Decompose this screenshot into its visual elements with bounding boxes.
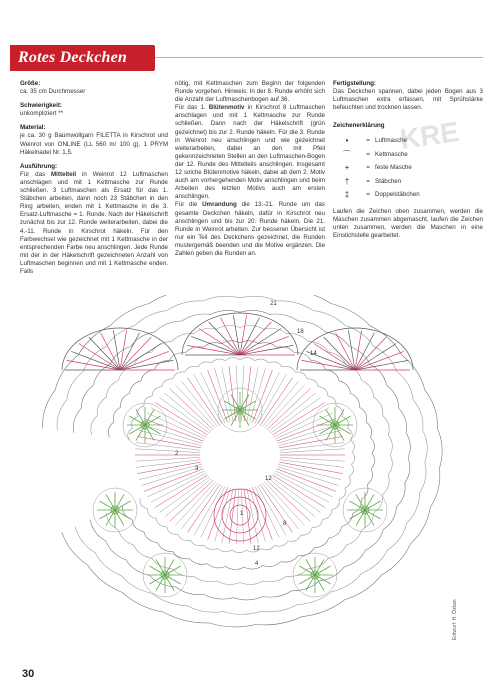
legend-equals: = [366, 150, 370, 158]
chart-arc [343, 417, 349, 429]
chart-arc [402, 355, 425, 390]
legend-equals: = [366, 177, 370, 185]
chart-arc [152, 558, 172, 569]
chart-arc [351, 452, 354, 464]
chart-arc [331, 304, 370, 326]
chart-arc [294, 353, 310, 361]
chart-arc [156, 518, 166, 527]
chart-arc [319, 567, 344, 581]
chart-arc [370, 437, 374, 453]
chart-arc [423, 430, 428, 462]
legend-row [333, 175, 483, 189]
chart-arc [78, 326, 110, 355]
legend-heading: Zeichenerklärung [333, 122, 385, 130]
chart-arc [42, 390, 55, 429]
chart-stitch [155, 403, 208, 436]
chart-arc [346, 530, 361, 545]
chart-arc [240, 325, 264, 329]
chart-arc [217, 581, 241, 585]
chart-arc [73, 408, 81, 433]
round-number-label: 2 [175, 451, 179, 457]
chart-arc [119, 530, 134, 545]
chart-arc [348, 428, 353, 440]
legend-label: Doppelstäbchen [375, 191, 420, 199]
size-heading: Größe: [20, 80, 41, 87]
chart-arc [135, 310, 168, 325]
legend-row [333, 161, 483, 175]
chart-arc [144, 396, 152, 406]
header-rule [155, 57, 483, 58]
chart-arc [172, 334, 194, 342]
chart-arc [275, 541, 288, 546]
chart-arc [374, 397, 383, 416]
chart-arc [396, 483, 405, 507]
chart-arc [387, 385, 399, 408]
chart-arc [425, 390, 438, 429]
chart-stitch [135, 457, 200, 461]
chart-arc [326, 370, 339, 381]
chart-stitch [201, 487, 225, 538]
chart-arc [190, 559, 208, 565]
chart-stitch [279, 464, 341, 479]
page-title: Rotes Deckchen [18, 49, 128, 66]
motif-bold: Blütenmotiv [208, 104, 245, 112]
chart-stitch [194, 375, 223, 425]
chart-arc [191, 540, 204, 545]
finish-heading: Fertigstellung: [333, 80, 376, 87]
chart-stitch [274, 473, 329, 502]
chart-arc [361, 485, 368, 500]
chart-arc [95, 553, 121, 576]
round-number-label: 14 [310, 351, 317, 357]
chart-arc [226, 358, 240, 361]
chart-arc [430, 468, 440, 507]
legend-row [333, 148, 483, 162]
chart-arc [270, 314, 299, 321]
legend-label: Stäbchen [375, 177, 402, 185]
background-watermark: KRE [398, 116, 461, 155]
chart-arc [371, 453, 375, 469]
chart-arc [162, 379, 173, 387]
chart-arc [152, 387, 162, 396]
round-number-label: 4 [255, 561, 259, 567]
chart-arc [169, 353, 185, 361]
chart-arc [67, 371, 84, 399]
chart-arc [339, 381, 350, 394]
round-number-label: 12 [265, 476, 272, 482]
chart-arc [155, 321, 182, 332]
chart-arc [339, 488, 345, 499]
chart-arc [134, 545, 152, 558]
chart-arc [130, 381, 141, 394]
chart-arc [91, 416, 97, 436]
legend-equals: = [366, 137, 370, 145]
chart-stitch [136, 460, 200, 468]
chart-arc [187, 606, 224, 613]
chart-arc [152, 594, 187, 606]
chart-arc [313, 310, 346, 325]
chart-stitch [280, 460, 344, 468]
chart-arc [407, 493, 420, 523]
chart-arc [370, 364, 387, 385]
round-number-label: 21 [270, 301, 277, 307]
chart-arc [263, 591, 292, 597]
chart-arc [126, 560, 149, 575]
chart-arc [345, 477, 350, 489]
chart-stitch [262, 381, 298, 427]
chart-arc [221, 341, 240, 344]
chart-arc [144, 532, 158, 543]
chart-arc [106, 541, 126, 560]
border-paragraph [175, 201, 325, 258]
fan-arc [62, 328, 178, 370]
chart-arc [240, 341, 259, 344]
chart-arc [288, 535, 301, 541]
chart-arc [438, 428, 443, 468]
chart-arc [312, 519, 322, 527]
difficulty-text: unkompliziert ** [20, 110, 63, 118]
chart-arc [108, 422, 114, 437]
chart-stitch [137, 436, 201, 448]
chart-arc [366, 530, 384, 550]
chart-arc [194, 576, 217, 581]
chart-arc [141, 370, 154, 381]
chart-arc [411, 508, 431, 544]
chart-arc [110, 304, 149, 326]
chart-arc [361, 380, 373, 397]
chart-arc [137, 406, 144, 417]
middle-text: nötig, mit Kettmaschen zum Beginn der folgenden Runde vorgehen. Hinweis: In der 8. Runde erhöht sich die Anzahl der Luftmaschenbogen auf 36. [175, 80, 325, 104]
chart-arc [240, 310, 270, 314]
legend-symbol-icon: ‡ [344, 190, 350, 200]
chart-arc [307, 379, 318, 387]
chart-arc [132, 417, 138, 429]
legend-equals: = [366, 164, 370, 172]
chart-arc [302, 600, 345, 617]
border-intro: Für die [175, 201, 198, 209]
chart-stitch [151, 473, 206, 502]
chart-arc [329, 527, 342, 539]
chart-arc [57, 400, 67, 431]
chart-stitch [277, 469, 336, 492]
chart-stitch [181, 381, 217, 427]
chart-stitch [272, 475, 325, 508]
middle-column [175, 80, 325, 258]
chart-arc [178, 534, 191, 540]
chart-arc [264, 576, 287, 581]
chart-stitch [258, 375, 287, 425]
chart-stitch [247, 367, 258, 421]
legend-symbol-icon: † [344, 176, 350, 186]
chart-arc [204, 595, 233, 600]
chart-stitch [269, 393, 316, 431]
legend-label: Luftmasche [375, 137, 407, 145]
chart-arc [388, 455, 392, 475]
execution-bold: Mittelteil [51, 170, 77, 178]
legend-label: feste Masche [375, 164, 412, 172]
chart-stitch [280, 443, 344, 451]
execution-paragraph [20, 171, 168, 276]
chart-arc [167, 527, 178, 534]
chart-arc [198, 362, 212, 367]
chart-arc [75, 526, 95, 553]
chart-arc [366, 422, 372, 437]
chart-stitch [181, 483, 217, 529]
chart-arc [388, 435, 392, 455]
chart-arc [88, 565, 123, 592]
chart-arc [217, 325, 241, 329]
chart-stitch [136, 443, 200, 451]
chart-stitch [144, 469, 203, 492]
chart-arc [397, 371, 414, 399]
chart-arc [399, 408, 407, 433]
chart-arc [282, 366, 295, 372]
chart-arc [226, 567, 245, 570]
chart-arc [113, 407, 120, 422]
crochet-chart [25, 295, 455, 665]
chart-arc [325, 332, 349, 347]
size-text: ca. 35 cm Durchmesser [20, 88, 86, 96]
legend-symbol-icon: ⌒ [343, 149, 351, 159]
chart-arc [362, 550, 388, 573]
chart-arc [81, 385, 93, 408]
chart-arc [383, 416, 389, 436]
chart-stitch [255, 372, 279, 423]
execution-intro: Für das [20, 170, 46, 178]
chart-arc [211, 310, 241, 314]
chart-arc [342, 514, 353, 527]
chart-arc [185, 366, 198, 372]
chart-arc [311, 360, 326, 369]
chart-stitch [165, 393, 212, 431]
legend-list [333, 134, 483, 202]
legend-equals: = [366, 191, 370, 199]
chart-arc [232, 550, 246, 553]
chart-stitch [175, 385, 215, 429]
chart-stitch [274, 408, 329, 437]
chart-stitch [269, 479, 316, 517]
legend-row [333, 188, 483, 202]
chart-arc [152, 341, 172, 352]
material-heading: Material: [20, 124, 46, 132]
chart-stitch [279, 436, 343, 448]
chart-stitch [265, 385, 305, 429]
chart-stitch [258, 486, 287, 536]
chart-arc [204, 545, 218, 549]
page-number: 30 [22, 668, 35, 680]
chart-stitch [139, 430, 201, 445]
chart-arc [281, 556, 298, 562]
chart-stitch [137, 462, 201, 474]
chart-arc [345, 575, 382, 600]
chart-arc [383, 475, 389, 495]
chart-stitch [155, 475, 208, 508]
chart-arc [318, 387, 328, 396]
chart-arc [90, 520, 106, 541]
chart-arc [349, 465, 353, 477]
chart-stitch [279, 462, 343, 474]
chart-arc [332, 499, 340, 510]
chart-arc [344, 550, 366, 567]
chart-arc [269, 362, 283, 367]
chart-arc [164, 612, 209, 623]
chart-arc [207, 564, 225, 568]
border-text: die 13.-21. Runde um das gesamte Deckchen häkeln, dafür in Kirschrot neu anschlingen und bis zur 20. Runde häkeln. Die 21. Runde in Weinrot arbeiten. Zur besseren Übersicht ist nur ein Teil des Deckchens gezeichnet, die Runden mustergemäß beenden und die Motive ergänzen. Die Zahlen geben die Runden an. [175, 201, 325, 257]
chart-arc [254, 359, 268, 363]
chart-arc [97, 397, 106, 416]
chart-arc [314, 538, 329, 548]
chart-stitch [280, 457, 345, 461]
chart-arc [419, 462, 426, 493]
chart-arc [134, 352, 152, 365]
chart-stitch [280, 449, 345, 453]
title-banner [10, 45, 155, 71]
chart-arc [147, 509, 156, 519]
round-number-label: 3 [195, 466, 199, 472]
fan-arc [182, 313, 298, 355]
chart-arc [261, 546, 275, 550]
chart-stitch [201, 372, 225, 423]
round-number-label: 1 [240, 511, 244, 517]
motif-text: in Kirschrot 8 Luftmaschen anschlagen und mit 1 Kettmasche zur Runde schließen. Dann nach der Häkelschrift (grün gezeichnet) bis zur 2. Runde häkeln. Für die 3. Runde in Weinrot neu anschlingen und wie gezeichnet weiterarbeiten, dabei an den mit Pfeil gekennzeichneten Stellen an den Luftmaschen-Bogen der 12. Runde des Mittelteils anschlingen. Insgesamt 12 solche Blütenmotive häkeln, dabei ab dem 2. Motiv auch am vorhergehenden Motiv anschlingen und beim Arbeiten des letzten Motivs auch am ersten anschlingen. [175, 104, 325, 201]
chart-stitch [188, 378, 221, 426]
execution-heading: Ausführung: [20, 162, 58, 170]
chart-arc [263, 562, 281, 567]
chart-stitch [279, 430, 341, 445]
chart-stitch [151, 408, 206, 437]
chart-arc [182, 314, 211, 321]
chart-stitch [194, 486, 223, 536]
difficulty-heading: Schwierigkeit: [20, 102, 62, 110]
chart-arc [240, 581, 264, 585]
chart-arc [149, 575, 175, 587]
chart-arc [140, 498, 148, 509]
chart-stitch [175, 482, 215, 526]
chart-arc [121, 393, 130, 407]
design-credit: Entwurf: H. Özkan [452, 599, 458, 640]
chart-arc [62, 532, 88, 565]
chart-stitch [135, 449, 200, 453]
chart-arc [308, 558, 328, 569]
chart-arc [350, 393, 359, 407]
chart-arc [405, 458, 410, 483]
chart-arc [119, 365, 134, 380]
round-number-label: 8 [283, 521, 287, 527]
border-bold: Umrandung [202, 201, 237, 209]
legend-symbol-icon: + [344, 163, 350, 173]
execution-text: in Weinrot 12 Luftmaschen anschlagen und mit 1 Kettmasche zur Runde schließen. 3 Luftmaschen als Ersatz für das 1. Stäbchen arbeiten, dann noch 23 Stäbchen in den Ring arbeiten, enden mit 1 Kettmasche in die 3. Ersatz-Luftmasche = 1. Runde. Nach der Häkelschrift zunächst bis zur 12. Runde weiterarbeiten, dabei die 4.-11. Runde in Kirschrot häkeln. Für den Farbwechsel wie gezeichnet mit 1 Kettmasche in der entsprechenden Farbe neu anschlingen. Jede Runde mit der in der Häkelschrift gezeichneten Anzahl von Luftmaschen beginnen und mit 1 Kettmasche enden. Falls [20, 170, 168, 275]
chart-stitch [165, 479, 212, 517]
chart-arc [328, 396, 336, 406]
chart-arc [256, 617, 302, 625]
chart-arc [203, 296, 240, 301]
chart-stitch [222, 367, 233, 421]
chart-arc [367, 469, 372, 485]
legend-note: Laufen die Zeichen oben zusammen, werden die Maschen zusammen abgemascht, laufen die Zeichen unten zusammen, werden die Maschen in eine Einstichstelle gearbeitet. [333, 207, 483, 240]
motif-paragraph [175, 104, 325, 201]
chart-arc [233, 597, 263, 600]
motif-intro: Für das 1. [175, 104, 206, 112]
chart-arc [167, 301, 203, 311]
chart-arc [209, 623, 256, 627]
chart-arc [240, 358, 254, 361]
chart-arc [223, 611, 260, 614]
chart-arc [244, 566, 263, 570]
chart-arc [301, 528, 313, 535]
chart-arc [131, 332, 155, 347]
round-number-label: 18 [297, 329, 304, 335]
chart-arc [413, 400, 423, 431]
chart-arc [261, 605, 298, 612]
material-text: je ca. 30 g Baumwollgarn FILETTA in Kirschrot und Weinrot von ONLINE (LL 560 m/ 100 g), 1 PRYM Häkelnadel Nr. 1,5. [20, 132, 168, 156]
chart-arc [218, 548, 232, 552]
chart-stitch [255, 487, 279, 538]
chart-stitch [139, 464, 201, 479]
chart-arc [121, 576, 152, 594]
chart-arc [212, 359, 226, 363]
chart-arc [406, 433, 410, 458]
chart-arc [336, 406, 343, 417]
chart-arc [381, 544, 410, 575]
chart-stitch [262, 483, 298, 529]
chart-arc [323, 510, 332, 520]
chart-arc [173, 552, 190, 559]
chart-arc [351, 440, 355, 452]
left-column [20, 80, 168, 282]
chart-stitch [272, 403, 325, 436]
chart-arc [359, 407, 366, 422]
legend-label: Kettmasche [375, 150, 408, 158]
right-column [333, 80, 483, 246]
chart-arc [158, 543, 173, 552]
chart-arc [328, 545, 346, 558]
chart-stitch [260, 378, 293, 426]
chart-arc [277, 301, 313, 311]
legend-row [333, 134, 483, 148]
round-number-label: 12 [253, 546, 260, 552]
chart-arc [106, 380, 118, 397]
finish-text: Das Deckchen spannen, dabei jeden Bogen aus 3 Luftmaschen extra erfassen, mit Sprühstärke befeuchten und trocknen lassen. [333, 88, 483, 112]
legend-symbol-icon: • [345, 136, 349, 146]
chart-arc [387, 523, 407, 550]
chart-stitch [265, 482, 305, 526]
chart-arc [128, 428, 133, 440]
chart-arc [295, 372, 307, 379]
chart-arc [173, 372, 185, 379]
